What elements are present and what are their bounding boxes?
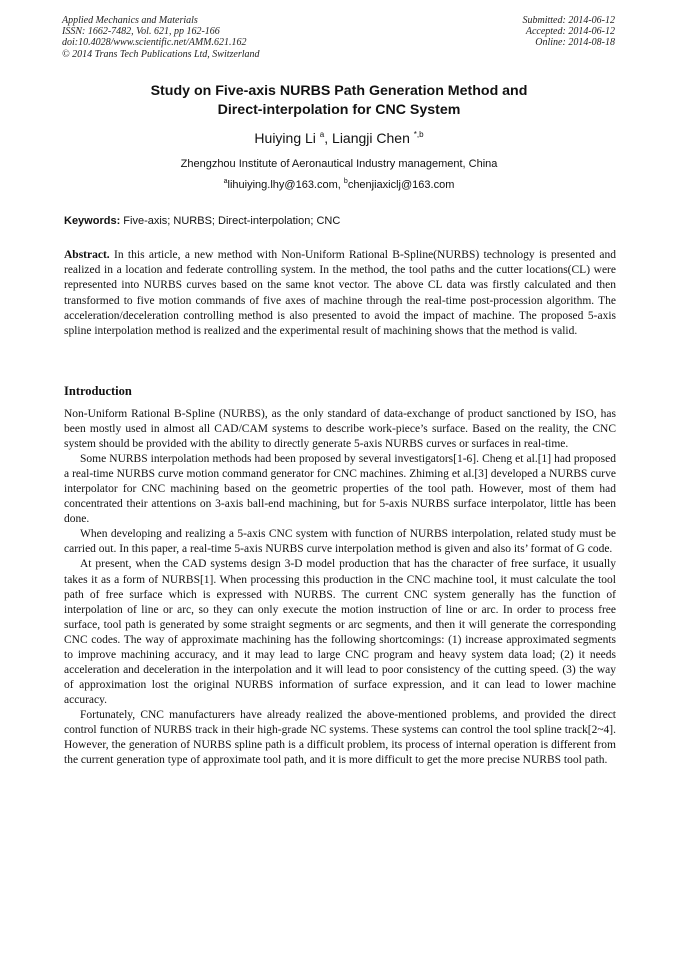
author-list: [60, 129, 618, 147]
accepted-date: Accepted: 2014-06-12: [525, 26, 615, 38]
section-heading: Introduction: [64, 384, 132, 398]
keywords: [64, 214, 616, 228]
author-affiliation-mark: a: [319, 130, 325, 139]
publication-dates: [523, 15, 616, 49]
journal-name: Applied Mechanics and Materials: [62, 15, 198, 26]
email-link[interactable]: chenjiaxiclj@163.com: [347, 179, 455, 191]
author-separator: ,: [324, 130, 333, 146]
email-link[interactable]: lihuiying.lhy@163.com: [227, 179, 338, 191]
author-name: Liangji Chen: [332, 130, 410, 146]
paragraph: When developing and realizing a 5-axis CNC system with function of NURBS interpolation, related study must be carried out. In this paper, a real-time 5-axis NURBS curve interpolation method is given and also its’ format of G code.: [64, 528, 616, 556]
submitted-date: Submitted: 2014-06-12: [522, 15, 615, 26]
keywords-label: Keywords:: [64, 215, 121, 227]
author-emails: [60, 178, 618, 192]
title-line-1: Study on Five-axis NURBS Path Generation Method and: [150, 83, 528, 99]
paragraph: Some NURBS interpolation methods had been proposed by several investigators[1-6]. Cheng et al.[1] had proposed a real-time NURBS curve motion command generator for CNC machines. Zhiming et al.[3] developed a NURBS curve interpolator for CNC machining based on the geometric properties of the tool path. However, most of them had concentrated their attentions on 3-axis ball-end machining, but for 5-axis NURBS surface interpolator, little has been done.: [64, 453, 616, 526]
author-name: Huiying Li: [254, 130, 316, 146]
paragraph: At present, when the CAD systems design 3-D model production that has the character of free surface, it usually takes it as a form of NURBS[1]. When processing this production in the CNC machine tool, it must calculate the tool path of free surface which is expressed with NURBS. The current CNC system generally has the function of interpolation of line or arc, so they can only execute the motion instruction of line or arc. In order to process free surface, tool path is generated by some straight segments or arc segments, and then it will generate the corresponding CNC codes. The way of approximate machining has the following shortcomings: (1) increase approximated segments to improve machining accuracy, and it may lead to large CNC program and heavy system data load; (2) it needs acceleration and deceleration in the interpolation and it will lead to poor consistency of the cutting speed. (3) the way of approximation lost the original NURBS information of surface expression, and it can lead to lower machine accuracy.: [64, 558, 616, 706]
introduction-body: [64, 407, 616, 768]
title-line-2: Direct-interpolation for CNC System: [217, 101, 461, 118]
keywords-text: Five-axis; NURBS; Direct-interpolation; CNC: [120, 215, 341, 227]
abstract: [64, 248, 616, 339]
abstract-text: In this article, a new method with Non-Uniform Rational B-Spline(NURBS) technology is presented and realized in a location and federate controlling system. In the method, the tool paths and the cutter locations(CL) were represented into NURBS curves based on the same knot vector. The above CL data was firstly calculated and then transformed to five motion commands of five axes of machine through the real-time post-procession algorithm. The acceleration/deceleration controlling method is also presented to avoid the impact of machine. The proposed 5-axis spline interpolation method is realized and the experimental result of machining shows that the method is valid.: [64, 249, 616, 338]
author-affiliation-mark: *,b: [413, 130, 424, 139]
abstract-label: Abstract.: [64, 249, 110, 261]
email-separator: ,: [337, 179, 344, 191]
email-mark: a: [223, 178, 228, 185]
paragraph: Fortunately, CNC manufacturers have already realized the above-mentioned problems, and provided the direct control function of NURBS track in their high-grade NC systems. These systems can control the tool spline track[2~4]. However, the generation of NURBS spline path is a difficult problem, its process of internal operation is different from the current generation type of approximate tool path, and it is more difficult to get the more precise NURBS tool path.: [64, 708, 616, 767]
issn-line: ISSN: 1662-7482, Vol. 621, pp 162-166: [62, 26, 220, 38]
copyright-line: © 2014 Trans Tech Publications Ltd, Switzerland: [62, 48, 260, 60]
online-date: Online: 2014-08-18: [535, 37, 615, 49]
journal-info: [62, 15, 260, 60]
paper-title: [60, 82, 618, 119]
email-mark: b: [343, 178, 348, 185]
paragraph: Non-Uniform Rational B-Spline (NURBS), as the only standard of data-exchange of product sanctioned by ISO, has been mostly used in almost all CAD/CAM systems to describe work-piece’s surface. Based on the reality, the CNC system should be provided with the ability to directly generate 5-axis NURBS curves or surfaces in real-time.: [64, 408, 616, 451]
doi-line: doi:10.4028/www.scientific.net/AMM.621.162: [62, 37, 247, 49]
affiliation: Zhengzhou Institute of Aeronautical Industry management, China: [180, 158, 498, 170]
